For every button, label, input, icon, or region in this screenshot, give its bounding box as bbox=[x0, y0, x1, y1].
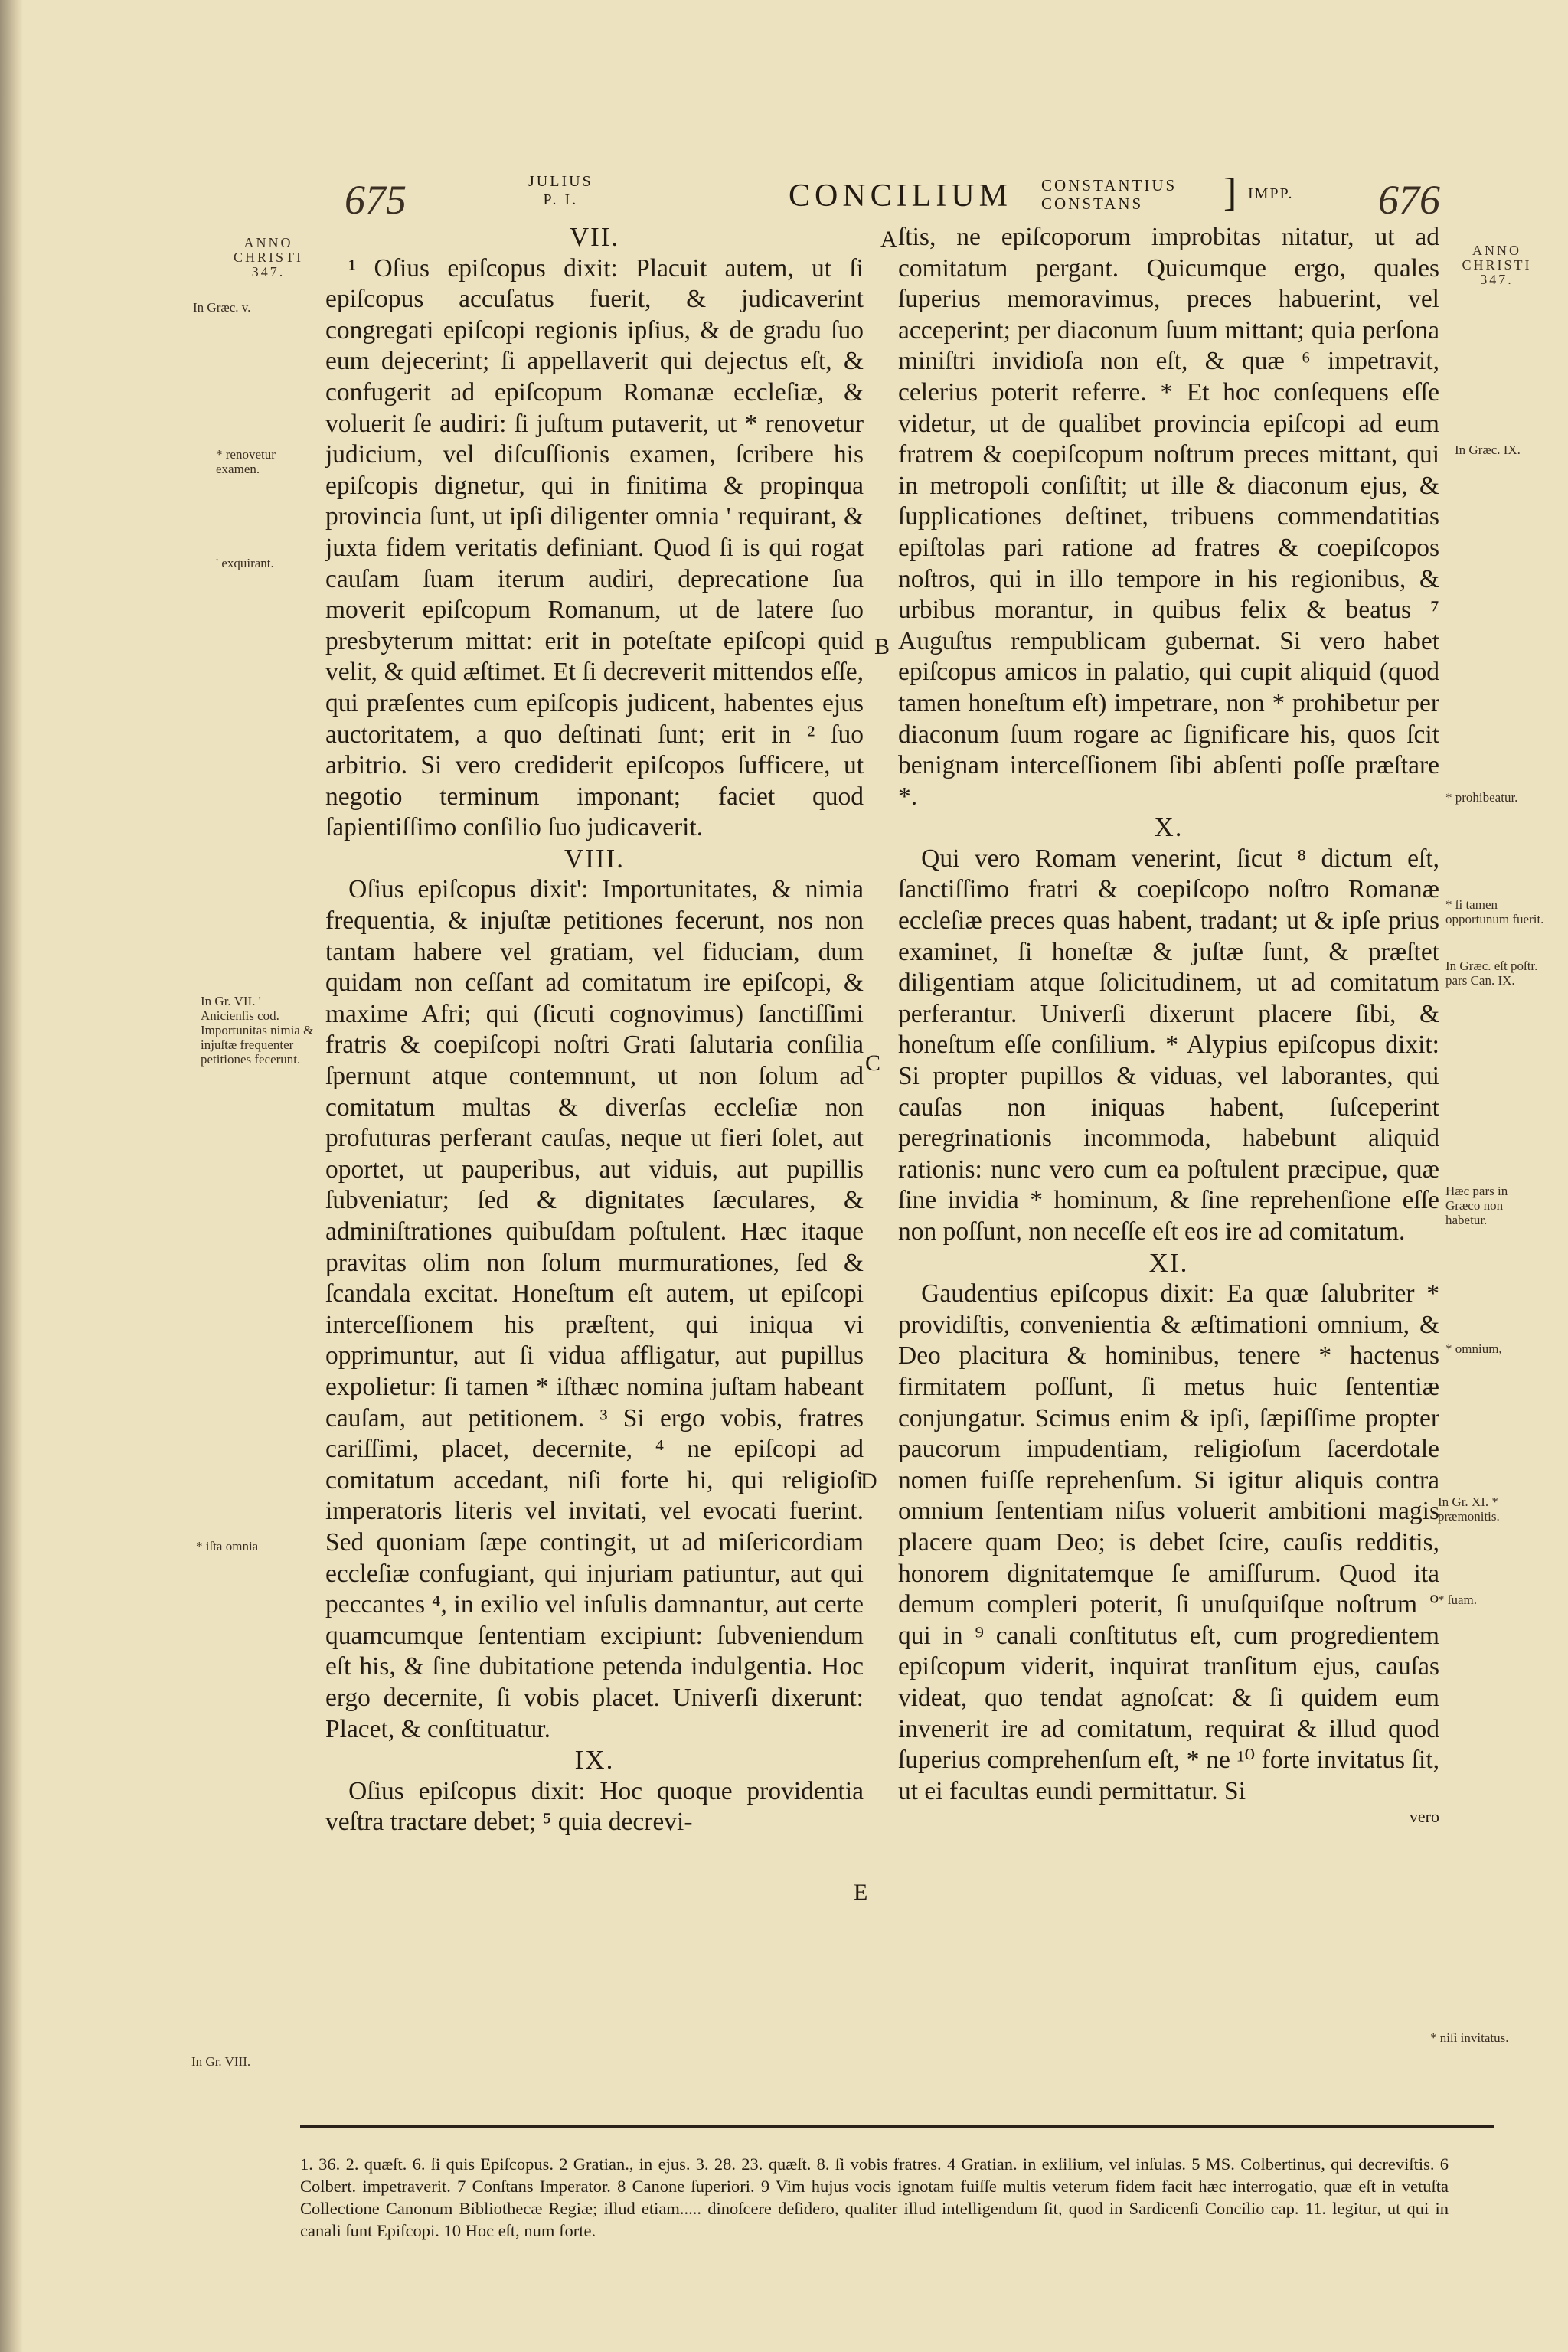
left-margin-anno: ANNO CHRISTI 347. bbox=[233, 235, 303, 279]
paragraph: Oſius epiſcopus dixit: Hoc quoque providentia veſtra tractare debet; ⁵ quia decrevi- bbox=[325, 1776, 864, 1837]
margin-note: * prohibeatur. bbox=[1446, 790, 1518, 805]
margin-note: In Græc. IX. bbox=[1455, 443, 1521, 457]
margin-note: In Gr. VII. ' Anicienſis cod. Importunitas nimia & injuſtæ frequenter petitiones fecerunt. bbox=[201, 994, 314, 1067]
margin-note: * omnium, bbox=[1446, 1341, 1502, 1356]
margin-note: In Græc. eſt poſtr. pars Can. IX. bbox=[1446, 959, 1538, 988]
running-header bbox=[0, 153, 1568, 230]
section-letter: E bbox=[854, 1880, 868, 1905]
footnote-rule bbox=[300, 2125, 1494, 2128]
margin-note: In Græc. v. bbox=[193, 300, 251, 315]
paragraph: ¹ Oſius epiſcopus dixit: Placuit autem, ut ſi epiſcopus accuſatus fuerit, & judicaverint congregati epiſcopi regionis ipſius, & de gradu ſuo eum dejecerint; ſi appellaverit qui dejectus eſt, & confugerit ad epiſcopum Romanæ eccleſiæ, & voluerit ſe audiri: ſi juſtum putaverit, ut * renovetur judicium, vel diſcuſſionis examen, ſcribere his epiſcopis dignetur, qui in finitima & propinqua provincia ſunt, ut ipſi diligenter omnia ' requirant, & juxta fidem veritatis definiant. Quod ſi is qui rogat cauſam ſuam iterum audiri, deprecatione ſua moverit epiſcopum Romanum, ut de latere ſuo presbyterum mittat: erit in poteſtate epiſcopi quid velit, & quid æſtimet. Et ſi decreverit mittendos eſſe, qui præſentes cum epiſcopis judicent, habentes ejus auctoritatem, a quo deſtinati ſunt; erit in ² ſuo arbitrio. Si vero crediderit epiſcopos ſufficere, ut negotio terminum imponant; faciet quod ſapientiſſimo conſilio ſuo judicaverit. bbox=[325, 253, 864, 842]
header-bracket: ] bbox=[1223, 171, 1237, 214]
chapter-heading: X. bbox=[1154, 812, 1184, 843]
header-imperatores: IMPP. bbox=[1248, 185, 1294, 202]
margin-note: In Gr. XI. * præmonitis. bbox=[1438, 1494, 1500, 1524]
margin-note: * ſi tamen opportunum fuerit. bbox=[1446, 897, 1544, 926]
margin-note: * ſuam. bbox=[1438, 1592, 1477, 1607]
chapter-heading: VIII. bbox=[564, 843, 625, 874]
paragraph: Gaudentius epiſcopus dixit: Ea quæ ſalubriter * providiſtis, convenientia & æſtimationi omnium, & Deo placitura & hominibus, tenere * hactenus firmitatem poſſunt, ſi metus huic ſententiæ conjungatur. Scimus enim & ipſi, ſæpiſſime propter paucorum impudentiam, religioſum ſacerdotale nomen fuiſſe reprehenſum. Si igitur aliquis contra omnium ſententiam niſus voluerit ambitioni magis placere quam Deo; is debet ſcire, cauſis redditis, honorem dignitatemque ſe amiſſurum. Quod ita demum compleri poterit, ſi unuſquiſque noſtrum ° qui in ⁹ canali conſtitutus eſt, cum progredientem epiſcopum viderit, inquirat tranſitum ejus, cauſas videat, quo tendat agnoſcat: & ſi quidem eum invenerit ire ad comitatum, requirat & illud quod ſuperius comprehenſum eſt, * ne ¹⁰ forte invitatus ſit, ut ei facultas eundi permittatur. Si bbox=[898, 1279, 1439, 1805]
margin-note: * niſi invitatus. bbox=[1430, 2030, 1509, 2045]
section-letter: B bbox=[874, 634, 890, 659]
right-column bbox=[898, 222, 1439, 1827]
right-page-number: 676 bbox=[1378, 177, 1440, 223]
section-letter: C bbox=[865, 1050, 881, 1076]
footnotes: 1. 36. 2. quæſt. 6. ſi quis Epiſcopus. 2 Gratian., in ejus. 3. 28. 23. quæſt. 8. ſi vobis fratres. 4 Gratian. in exſilium, vel inſulas. 5 MS. Colbertinus, qui decreviſtis. 6 Colbert. impetraverit. 7 Conſtans Imperator. 8 Canone ſuperiori. 9 Vim hujus vocis ignotam fuiſſe multis veterum fidem facit hæc interrogatio, quæ eſt in vetuſta Collectione Canonum Bibliothecæ Regiæ; illud etiam..... dinoſcere deſidero, qualiter illud intelligendum ſit, quod in Sardicenſi Concilio cap. 11. legitur, ut qui in canali ſunt Epiſcopi. 10 Hoc eſt, num forte. bbox=[300, 2154, 1449, 2240]
paragraph: Oſius epiſcopus dixit': Importunitates, & nimia frequentia, & injuſtæ petitiones fecerunt, nos non tantam habere vel gratiam, vel fiduciam, dum quidam non ceſſant ad comitatum ire epiſcopi, & maxime Afri; qui (ſicuti cognovimus) ſanctiſſimi fratris & coepiſcopi noſtri Grati ſalutaria conſilia ſpernunt atque contemnunt, ut non ſolum ad comitatum multas & diverſas eccleſiæ non profuturas perferant cauſas, neque ut fieri ſolet, aut oportet, ut pauperibus, aut viduis, aut pupillis ſubveniatur; ſed & dignitates ſæculares, & adminiſtrationes quibuſdam poſtulent. Hæc itaque pravitas olim non ſolum murmurationes, ſed & ſcandala excitat. Honeſtum eſt autem, ut epiſcopi interceſſionem his præſtent, qui iniqua vi opprimuntur, aut ſi vidua affligatur, aut pupillus expolietur: ſi tamen * iſthæc nomina juſtam habeant cauſam, aut petitionem. ³ Si ergo vobis, fratres cariſſimi, placet, decernite, ⁴ ne epiſcopi ad comitatum accedant, niſi forte hi, qui religioſi imperatoris literis vel invitati, vel evocati fuerint. Sed quoniam ſæpe contingit, ut ad miſericordiam eccleſiæ confugiant, qui injuriam patiuntur, aut qui peccantes ⁴, in exilio vel inſulis damnantur, aut certe quamcumque ſententiam excipiunt: ſubveniendum eſt his, & ſine dubitatione petenda indulgentia. Hoc ergo decernite, ſi vobis placet. Univerſi dixerunt: Placet, & conſtituatur. bbox=[325, 875, 864, 1743]
chapter-heading: IX. bbox=[574, 1745, 615, 1775]
margin-note: Hæc pars in Græco non habetur. bbox=[1446, 1184, 1508, 1227]
right-margin-anno: ANNO CHRISTI 347. bbox=[1462, 243, 1532, 287]
catchword: vero bbox=[1409, 1807, 1439, 1827]
margin-note: In Gr. VIII. bbox=[191, 2054, 251, 2069]
page-edge bbox=[0, 0, 23, 2352]
chapter-heading: XI. bbox=[1148, 1247, 1189, 1278]
margin-note: * iſta omnia bbox=[196, 1539, 259, 1553]
margin-note: * renovetur examen. bbox=[216, 447, 276, 476]
left-page-number: 675 bbox=[345, 177, 407, 223]
left-column bbox=[325, 222, 864, 1838]
header-julius-label: JULIUS P. I. bbox=[528, 173, 593, 208]
section-letter: D bbox=[861, 1468, 877, 1494]
chapter-heading: VII. bbox=[569, 222, 620, 252]
header-title: CONCILIUM bbox=[789, 178, 1012, 214]
margin-note: ' exquirant. bbox=[216, 556, 274, 570]
paragraph: Qui vero Romam venerint, ſicut ⁸ dictum eſt, ſanctiſſimo fratri & coepiſcopo noſtro Romanæ eccleſiæ preces quas habent, tradant; ut & ipſe prius examinet, ſi honeſtæ & juſtæ ſunt, & præſtet diligentiam atque ſolicitudinem, ut ad comitatum perferantur. Univerſi dixerunt placere ſibi, & honeſtum eſſe conſilium. * Alypius epiſcopus dixit: Si propter pupillos & viduas, vel laborantes, qui cauſas non iniquas habent, ſuſceperint peregrinationis incommoda, habebunt aliquid rationis: nunc vero cum ea poſtulent præcipue, quæ ſine invidia * hominum, & ſine reprehenſione eſſe non poſſunt, non neceſſe eſt eos ire ad comitatum. bbox=[898, 844, 1439, 1246]
section-letter: A bbox=[880, 227, 897, 252]
paragraph: ſtis, ne epiſcoporum improbitas nitatur, ut ad comitatum pergant. Quicumque ergo, quales ſuperius memoravimus, preces habuerint, vel acceperint; per diaconum ſuum mittant; quia perſona miniſtri invidioſa non eſt, & quæ ⁶ impetravit, celerius poterit referre. * Et hoc conſequens eſſe videtur, ut de qualibet provincia epiſcopi ad eum fratrem & coepiſcopum noſtrum preces mittant, qui in metropoli conſiſtit; ut ille & diaconum ejus, & ſupplicationes deſtinet, tribuens commendatitias epiſtolas pari ratione ad fratres & coepiſcopos noſtros, qui in illo tempore in his regionibus, & urbibus morantur, in quibus felix & beatus ⁷ Auguſtus rempublicam gubernat. Si vero habet epiſcopus amicos in palatio, qui cupit aliquid (quod tamen honeſtum eſt) impetrare, non * prohibetur per diaconum ſuum rogare ac ſignificare his, quos ſcit benignam interceſſionem ſibi abſenti poſſe præſtare *. bbox=[898, 223, 1439, 811]
header-emperors: CONSTANTIUS CONSTANS bbox=[1041, 176, 1178, 213]
